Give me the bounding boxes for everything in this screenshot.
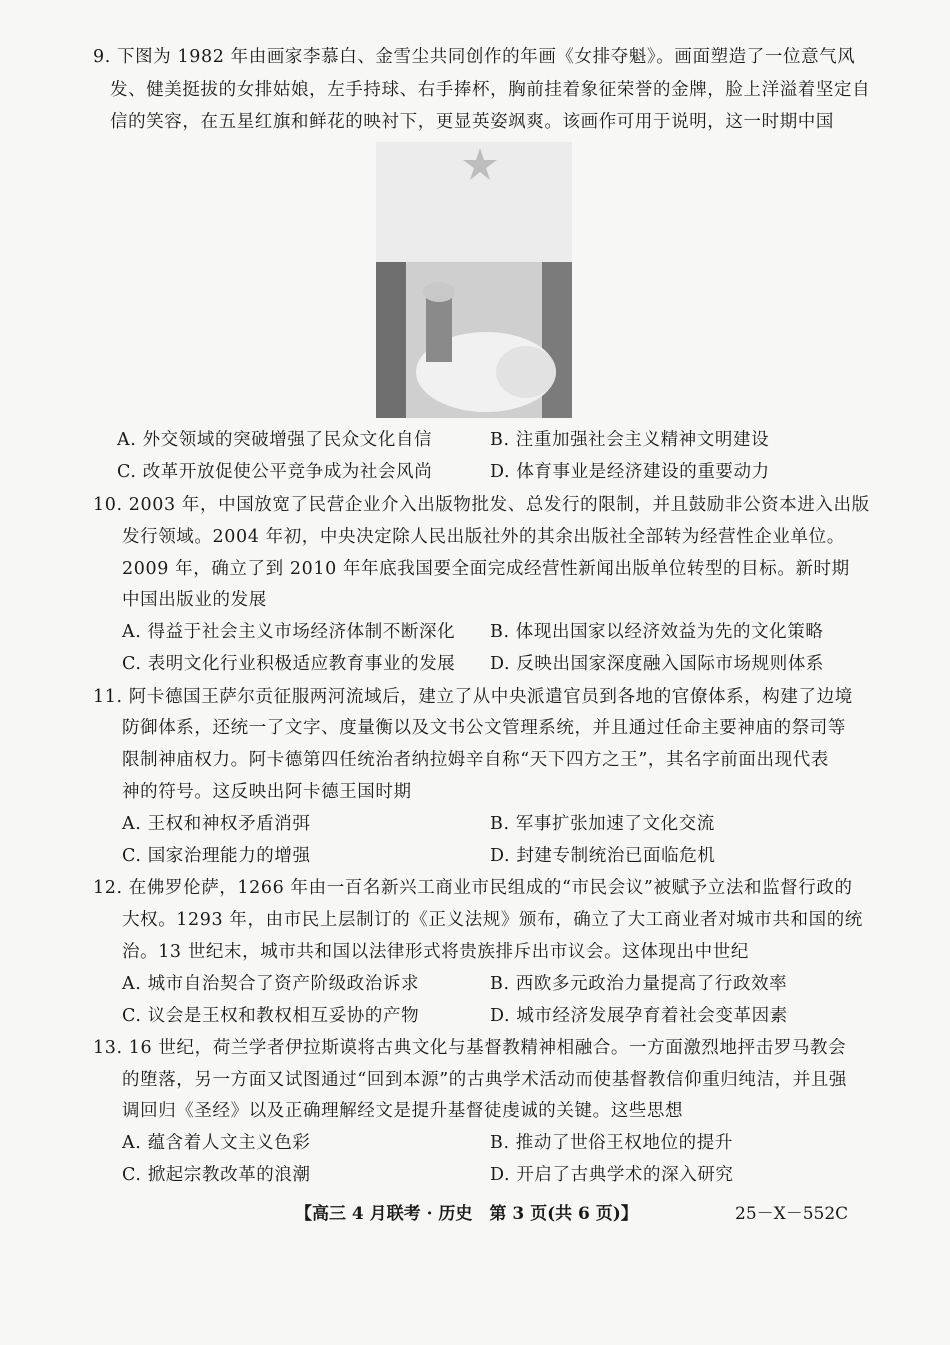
q13-option-b: B. 推动了世俗王权地位的提升 xyxy=(490,1133,733,1153)
poster-image-women-volleyball xyxy=(376,142,572,418)
q9-line-1: 9. 下图为 1982 年由画家李慕白、金雪尘共同创作的年画《女排夺魁》。画面塑造了一位意气风 xyxy=(93,47,856,67)
q10-line-3: 2009 年，确立了到 2010 年年底我国要全面完成经营性新闻出版单位转型的目标。新时期 xyxy=(122,559,850,579)
q13-option-a: A. 蕴含着人文主义色彩 xyxy=(122,1133,311,1153)
q12-option-d: D. 城市经济发展孕育着社会变革因素 xyxy=(490,1006,788,1026)
q10-option-c: C. 表明文化行业积极适应教育事业的发展 xyxy=(122,654,456,674)
q11-line-1: 11. 阿卡德国王萨尔贡征服两河流域后，建立了从中央派遣官员到各地的官僚体系，构建了边境 xyxy=(93,687,853,707)
q10-line-4: 中国出版业的发展 xyxy=(122,590,267,610)
q13-option-d: D. 开启了古典学术的深入研究 xyxy=(490,1165,734,1185)
q12-line-2: 大权。1293 年，由市民上层制订的《正义法规》颁布，确立了大工商业者对城市共和国的统 xyxy=(122,910,863,930)
q11-line-2: 防御体系，还统一了文字、度量衡以及文书公文管理系统，并且通过任命主要神庙的祭司等 xyxy=(122,718,846,738)
q11-option-b: B. 军事扩张加速了文化交流 xyxy=(490,814,715,834)
q11-line-3: 限制神庙权力。阿卡德第四任统治者纳拉姆辛自称“天下四方之王”，其名字前面出现代表 xyxy=(122,750,829,770)
q12-option-b: B. 西欧多元政治力量提高了行政效率 xyxy=(490,974,788,994)
q10-line-2: 发行领域。2004 年初，中央决定除人民出版社外的其余出版社全部转为经营性企业单位。 xyxy=(122,527,845,547)
q13-line-1: 13. 16 世纪，荷兰学者伊拉斯谟将古典文化与基督教精神相融合。一方面激烈地抨击罗马教会 xyxy=(93,1038,847,1058)
q9-line-3: 信的笑容，在五星红旗和鲜花的映衬下，更显英姿飒爽。该画作可用于说明，这一时期中国 xyxy=(110,112,834,132)
q10-option-b: B. 体现出国家以经济效益为先的文化策略 xyxy=(490,622,824,642)
q9-option-d: D. 体育事业是经济建设的重要动力 xyxy=(490,462,770,482)
q12-option-a: A. 城市自治契合了资产阶级政治诉求 xyxy=(122,974,420,994)
q10-option-a: A. 得益于社会主义市场经济体制不断深化 xyxy=(122,622,456,642)
q11-option-a: A. 王权和神权矛盾消弭 xyxy=(122,814,311,834)
q11-option-c: C. 国家治理能力的增强 xyxy=(122,846,311,866)
q11-line-4: 神的符号。这反映出阿卡德王国时期 xyxy=(122,782,412,802)
q9-option-c: C. 改革开放促使公平竞争成为社会风尚 xyxy=(117,462,433,482)
q12-line-1: 12. 在佛罗伦萨，1266 年由一百名新兴工商业市民组成的“市民会议”被赋予立法和监督行政的 xyxy=(93,878,853,898)
q13-option-c: C. 掀起宗教改革的浪潮 xyxy=(122,1165,311,1185)
q10-line-1: 10. 2003 年，中国放宽了民营企业介入出版物批发、总发行的限制，并且鼓励非公资本进入出版 xyxy=(93,495,870,515)
q11-option-d: D. 封建专制统治已面临危机 xyxy=(490,846,716,866)
q13-line-3: 调回归《圣经》以及正确理解经文是提升基督徒虔诚的关键。这些思想 xyxy=(122,1101,684,1121)
q13-line-2: 的堕落，另一方面又试图通过“回到本源”的古典学术活动而使基督教信仰重归纯洁，并且强 xyxy=(122,1070,847,1090)
footer-title: 【高三 4 月联考 · 历史 第 3 页(共 6 页)】 xyxy=(295,1204,638,1224)
q9-line-2: 发、健美挺拔的女排姑娘，左手持球、右手捧杯，胸前挂着象征荣誉的金牌，脸上洋溢着坚定自 xyxy=(110,80,871,100)
q12-line-3: 治。13 世纪末，城市共和国以法律形式将贵族排斥出市议会。这体现出中世纪 xyxy=(122,942,749,962)
q9-option-a: A. 外交领域的突破增强了民众文化自信 xyxy=(117,430,433,450)
q10-option-d: D. 反映出国家深度融入国际市场规则体系 xyxy=(490,654,825,674)
q12-option-c: C. 议会是王权和教权相互妥协的产物 xyxy=(122,1006,420,1026)
footer-code: 25－X－552C xyxy=(735,1204,849,1224)
q9-option-b: B. 注重加强社会主义精神文明建设 xyxy=(490,430,770,450)
